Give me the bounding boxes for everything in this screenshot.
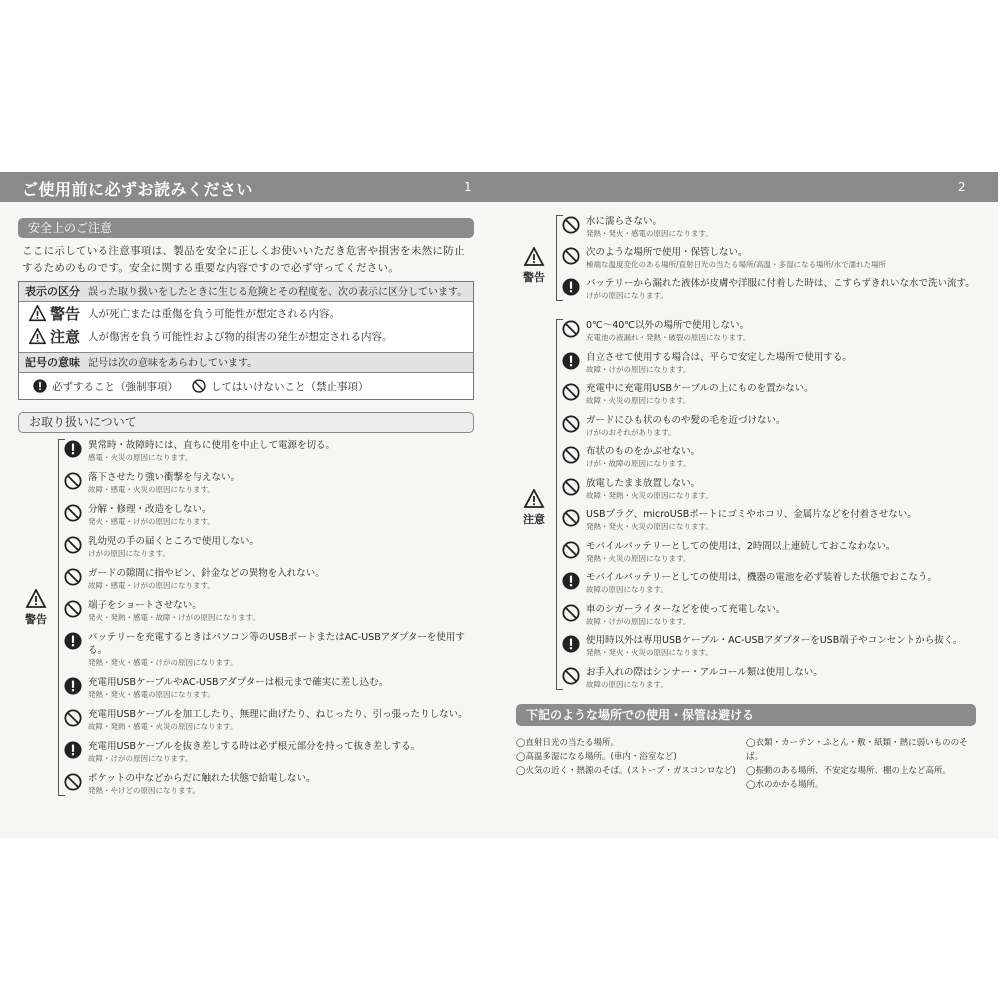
safety-item — [64, 535, 474, 559]
location-item: ◯振動のある場所、不安定な場所、棚の上など高所。 — [746, 765, 952, 776]
safety-item-text: バッテリーを充電するときはパソコン等のUSBポートまたはAC-USBアダプターを使用する。 — [88, 632, 465, 656]
safety-item — [562, 571, 976, 595]
display-classification-row — [19, 282, 473, 302]
safety-item-text: 車のシガーライターなどを使って充電しない。 — [586, 603, 786, 615]
locations-list — [516, 736, 976, 792]
prohibit-icon — [64, 568, 82, 586]
safety-item-body — [586, 319, 750, 343]
safety-item-note: 故障・発熱・火災の原因になります。 — [586, 490, 713, 500]
symbol-legend — [19, 373, 473, 399]
safety-item-text: モバイルバッテリーとしての使用は、機器の電池を必ず装着した状態でおこなう。 — [586, 572, 937, 583]
safety-item-body — [88, 599, 260, 623]
safety-item-body — [88, 740, 420, 764]
warning-triangle-icon — [25, 589, 47, 609]
safety-item-note: 発熱・発火・火災の原因になります。 — [586, 522, 713, 531]
safety-item-text: ガードの隙間に指やピン、針金などの異物を入れない。 — [88, 568, 325, 579]
location-item: ◯衣類・カーテン・ふとん・敷・紙類・熱に弱いもののそば。 — [746, 737, 968, 762]
safety-item-note: けがの原因になります。 — [586, 291, 668, 300]
safety-item-text: 端子をショートさせない。 — [88, 600, 202, 611]
safety-item-note: 感電・火災の原因になります。 — [88, 453, 193, 462]
caution-block — [516, 319, 976, 690]
safety-item-body — [586, 666, 823, 690]
safety-item — [562, 508, 976, 532]
prohibit-icon — [562, 541, 580, 559]
mandatory-icon — [33, 379, 47, 393]
safety-item — [562, 603, 976, 627]
safety-item-text: 乳幼児の手の届くところで使用しない。 — [88, 536, 259, 547]
safety-item — [64, 740, 474, 764]
safety-item — [64, 599, 474, 623]
caution-triangle-icon — [29, 328, 46, 345]
header-bar — [0, 172, 998, 202]
safety-item-note: 発熱・火災の原因になります。 — [586, 553, 691, 563]
safety-item-note: 発熱・発火・感電・けがの原因になります。 — [88, 658, 238, 667]
prohibit-icon — [562, 383, 580, 401]
safety-item-body — [586, 414, 786, 438]
prohibit-icon — [562, 415, 580, 433]
bracket — [556, 215, 563, 301]
safety-item-note: 発熱・発火・火災の原因になります。 — [586, 648, 713, 657]
warning2-block — [516, 215, 976, 301]
safety-item-note: 発火・発熱・感電・故障・けがの原因になります。 — [88, 613, 260, 622]
safety-item-body — [586, 246, 886, 270]
safety-item-text: お手入れの際はシンナー・アルコール類は使用しない。 — [586, 666, 823, 678]
caution-category-label: 注意 — [523, 513, 545, 526]
locations-section-title: 下記のような場所での使用・保管は避ける — [516, 704, 976, 726]
handling-category-label: 警告 — [25, 613, 47, 626]
safety-item-body — [586, 445, 700, 469]
prohibit-text: してはいけないこと（禁止事項） — [211, 380, 369, 393]
warning-text: 人が死亡または重傷を負う可能性が想定される内容。 — [88, 308, 341, 320]
safety-item-text: バッテリーから漏れた液体が皮膚や洋服に付着した時は、こすらずきれいな水で洗い流す。 — [586, 278, 975, 289]
safety-item — [64, 439, 474, 463]
safety-item-note: けがのおそれがあります。 — [586, 427, 676, 437]
safety-item-note: 発熱・やけどの原因になります。 — [88, 786, 200, 795]
prohibit-icon — [64, 773, 82, 791]
safety-item-note: 発火・感電・けがの原因になります。 — [88, 517, 215, 526]
caution-word: 注意 — [50, 328, 81, 346]
display-desc: 誤った取り扱いをしたときに生じる危険とその程度を、次の表示に区分しています。 — [88, 287, 468, 298]
safety-item-body — [586, 634, 963, 658]
handling-warning-block — [18, 439, 474, 796]
warning-triangle-icon — [523, 247, 545, 267]
safety-section-title: 安全上のご注意 — [18, 218, 474, 238]
warning-triangle-icon — [29, 305, 46, 322]
safety-item — [562, 445, 976, 469]
prohibit-icon — [64, 600, 82, 618]
safety-item-text: USBプラグ、microUSBポートにゴミやホコリ、金属片などを付着させない。 — [586, 509, 917, 520]
safety-item-body — [586, 508, 917, 532]
safety-item — [562, 540, 976, 564]
safety-item-note: 故障・感電・けがの原因になります。 — [88, 581, 215, 590]
safety-intro: ここに示している注意事項は、製品を安全に正しくお使いいただき危害や損害を未然に防止するためのものです。安全に関する重要な内容ですので必ず守ってください。 — [22, 245, 465, 274]
safety-item-body — [586, 215, 713, 239]
safety-item — [562, 634, 976, 658]
safety-item-body — [88, 439, 335, 463]
handling-section-title: お取り扱いについて — [18, 412, 474, 433]
safety-item-note: 故障の原因になります。 — [586, 585, 668, 594]
safety-item-text: 放電したまま放置しない。 — [586, 477, 701, 489]
safety-item-note: 充電池の液漏れ・発熱・破裂の原因になります。 — [586, 333, 751, 342]
warning-definition — [19, 302, 473, 325]
prohibit-icon — [562, 604, 580, 622]
safety-item-text: 自立させて使用する場合は、平らで安定した場所で使用する。 — [586, 351, 852, 363]
safety-item — [562, 215, 976, 239]
safety-item-body — [88, 535, 259, 559]
caution-text: 人が傷害を負う可能性および物的損害の発生が想定される内容。 — [88, 331, 393, 343]
mandatory-icon — [562, 352, 580, 370]
prohibit-icon — [64, 536, 82, 554]
caution-category — [516, 489, 552, 527]
display-label: 表示の区分 — [25, 285, 80, 298]
symbol-desc: 記号は次の意味をあらわしています。 — [88, 358, 258, 369]
safety-item — [562, 246, 976, 270]
warning-word: 警告 — [50, 305, 81, 323]
safety-item-body — [586, 477, 713, 501]
safety-item-text: 落下させたり強い衝撃を与えない。 — [88, 472, 241, 483]
safety-item — [562, 319, 976, 343]
safety-item-text: 充電用USBケーブルを抜き差しする時は必ず根元部分を持って抜き差しする。 — [88, 741, 421, 752]
prohibit-icon — [64, 504, 82, 522]
safety-item-body — [88, 503, 215, 527]
safety-item — [64, 567, 474, 591]
safety-item-text: 使用時以外は専用USBケーブル・AC-USBアダプターをUSB端子やコンセントから抜く。 — [586, 635, 963, 646]
safety-item-body — [586, 351, 852, 375]
warning2-category-label: 警告 — [523, 271, 545, 284]
mandatory-icon — [64, 677, 82, 695]
safety-item — [562, 477, 976, 501]
prohibit-icon — [562, 509, 580, 527]
mandatory-icon — [64, 632, 82, 650]
symbol-meaning-row — [19, 352, 473, 373]
symbol-table — [18, 281, 474, 400]
prohibit-icon — [562, 446, 580, 464]
prohibit-icon — [64, 709, 82, 727]
mandatory-icon — [64, 741, 82, 759]
handling-category — [18, 589, 54, 627]
manual-spread — [0, 172, 998, 838]
safety-item-body — [586, 540, 895, 564]
mandatory-icon — [562, 635, 580, 653]
safety-item-text: 充電用USBケーブルを加工したり、無理に曲げたり、ねじったり、引っ張ったりしない。 — [88, 709, 468, 720]
prohibit-icon — [562, 478, 580, 496]
safety-item-note: 故障・けがの原因になります。 — [586, 364, 691, 374]
mandatory-icon — [64, 440, 82, 458]
safety-item-text: 水に濡らさない。 — [586, 216, 663, 227]
safety-item-body — [88, 676, 388, 700]
safety-item-body — [88, 471, 240, 495]
page-number-right: 2 — [958, 180, 966, 194]
safety-item — [562, 277, 976, 301]
bracket — [556, 319, 563, 690]
caution-triangle-icon — [523, 489, 545, 509]
safety-item-body — [586, 603, 785, 627]
warning2-items — [562, 215, 976, 301]
safety-item — [64, 708, 474, 732]
safety-item-body — [586, 277, 975, 301]
left-page — [18, 218, 474, 796]
caution-definition — [19, 325, 473, 348]
safety-item-body — [586, 382, 814, 406]
bracket — [58, 439, 65, 796]
mandatory-text: 必ずすること（強制事項） — [52, 380, 178, 393]
location-item: ◯火気の近く・熱源のそば。(ストーブ・ガスコンロなど) — [516, 765, 736, 776]
prohibit-icon — [562, 247, 580, 265]
safety-item — [64, 676, 474, 700]
safety-item-note: けがの原因になります。 — [88, 549, 170, 558]
page-number-left: 1 — [464, 180, 472, 194]
safety-item — [562, 351, 976, 375]
safety-item-body — [88, 567, 325, 591]
locations-right — [746, 736, 976, 792]
caution-items — [562, 319, 976, 690]
prohibit-icon — [562, 216, 580, 234]
safety-item-note: けが・故障の原因になります。 — [586, 459, 691, 468]
safety-item-note: 故障・けがの原因になります。 — [88, 754, 193, 763]
safety-item-text: 分解・修理・改造をしない。 — [88, 504, 212, 515]
safety-item-text: 布状のものをかぶせない。 — [586, 446, 701, 457]
safety-item-text: 異常時・故障時には、直ちに使用を中止して電源を切る。 — [88, 440, 336, 451]
safety-item-note: 故障の原因になります。 — [586, 679, 668, 689]
safety-item — [562, 666, 976, 690]
safety-item-text: 0℃～40℃以外の場所で使用しない。 — [586, 320, 749, 331]
mandatory-icon — [562, 572, 580, 590]
safety-item-text: ポケットの中などからだに触れた状態で給電しない。 — [88, 773, 316, 784]
safety-item-note: 故障・発熱・感電・火災の原因になります。 — [88, 722, 238, 731]
safety-item-note: 発熱・発火・感電の原因になります。 — [586, 229, 713, 238]
safety-item-text: ガードにひも状のものや髪の毛を近づけない。 — [586, 414, 786, 426]
location-item: ◯直射日光の当たる場所。 — [516, 737, 620, 748]
safety-item-note: 発熱・発火・感電の原因になります。 — [88, 690, 215, 699]
safety-item — [562, 382, 976, 406]
safety-item-note: 故障・感電・火災の原因になります。 — [88, 485, 215, 494]
safety-item-note: 故障・けがの原因になります。 — [586, 616, 691, 626]
safety-item — [64, 631, 474, 668]
prohibit-icon — [562, 320, 580, 338]
safety-item-note: 極端な温度変化のある場所/直射日光の当たる場所/高温・多湿になる場所/水で濡れた場所 — [586, 260, 887, 269]
symbol-label: 記号の意味 — [25, 356, 80, 369]
safety-item-note: 故障・火災の原因になります。 — [586, 396, 691, 405]
safety-item-body — [88, 708, 468, 732]
right-page — [516, 212, 976, 792]
safety-item-text: 充電中に充電用USBケーブルの上にものを置かない。 — [586, 383, 814, 394]
location-item: ◯水のかかる場所。 — [746, 779, 824, 790]
prohibit-icon — [64, 472, 82, 490]
safety-item-text: モバイルバッテリーとしての使用は、2時間以上連続しておこなわない。 — [586, 540, 896, 552]
safety-item-text: 充電用USBケーブルやAC-USBアダプターは根元まで確実に差し込む。 — [88, 677, 389, 688]
safety-item-body — [586, 571, 937, 595]
safety-item — [562, 414, 976, 438]
location-item: ◯高温多湿になる場所。(車内・浴室など) — [516, 751, 677, 762]
safety-item — [64, 471, 474, 495]
warning2-category — [516, 247, 552, 285]
handling-items — [64, 439, 474, 796]
locations-left — [516, 736, 746, 792]
safety-item-body — [88, 631, 474, 668]
safety-item — [64, 503, 474, 527]
safety-item-text: 次のような場所で使用・保管しない。 — [586, 247, 748, 258]
page-title: ご使用前に必ずお読みください — [22, 180, 254, 199]
prohibit-icon — [192, 379, 206, 393]
prohibit-icon — [562, 667, 580, 685]
safety-item-body — [88, 772, 316, 796]
mandatory-icon — [562, 278, 580, 296]
safety-item — [64, 772, 474, 796]
